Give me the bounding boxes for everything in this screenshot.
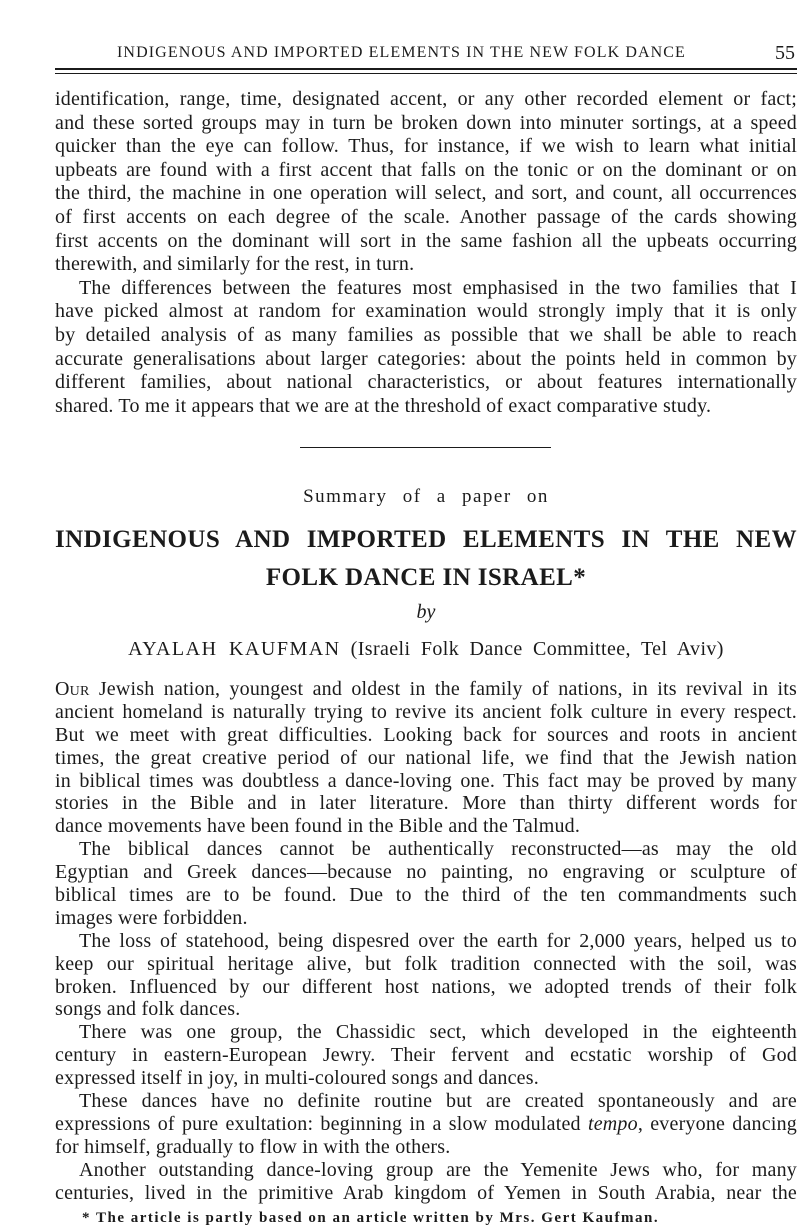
paragraph-line: biblical times are to be found. Due to the third of the ten commandments such bbox=[55, 884, 797, 907]
body-paragraph bbox=[55, 1021, 797, 1090]
line-text: Jewish nation, youngest and oldest in the family of nations, in its revival in its bbox=[98, 678, 797, 700]
paragraph-line: different families, about national characteristics, or about features internationally bbox=[55, 371, 797, 394]
body-paragraph bbox=[55, 678, 797, 838]
paragraph-line: and these sorted groups may in turn be broken down into minuter sortings, at a speed bbox=[55, 111, 797, 134]
paragraph-line: centuries, lived in the primitive Arab kingdom of Yemen in South Arabia, near the bbox=[55, 1181, 797, 1204]
paragraph-line: expressed itself in joy, in multi-coloured songs and dances. bbox=[55, 1067, 539, 1090]
lead-word: Our bbox=[55, 678, 90, 700]
line-text: , everyone dancing bbox=[637, 1112, 797, 1135]
header-double-rule bbox=[55, 68, 797, 74]
paragraph-line: century in eastern-European Jewry. Their fervent and ecstatic worship of God bbox=[55, 1044, 797, 1067]
article-body bbox=[55, 678, 797, 1204]
paragraph-line: in biblical times was doubtless a dance-loving one. This fact may be proved by many bbox=[55, 769, 797, 792]
paragraph-line: broken. Influenced by our different host nations, we adopted trends of their folk bbox=[55, 975, 797, 998]
paragraph-line: by detailed analysis of as many families as possible that we shall be able to reach bbox=[55, 323, 797, 346]
paragraph-line: Egyptian and Greek dances—because no painting, no engraving or sculpture of bbox=[55, 861, 797, 884]
preceding-article-text bbox=[55, 88, 797, 418]
paragraph-line: upbeats are found with a first accent that falls on the tonic or on the dominant or on bbox=[55, 158, 797, 181]
italic-term: tempo bbox=[587, 1112, 638, 1135]
paragraph-line: stories in the Bible and in later literature. More than thirty different words for bbox=[55, 792, 797, 815]
author-affiliation: (Israeli Folk Dance Committee, Tel Aviv) bbox=[350, 638, 724, 660]
body-paragraph bbox=[55, 277, 797, 419]
body-paragraph bbox=[55, 838, 797, 930]
author-name: AYALAH KAUFMAN bbox=[128, 638, 341, 660]
footnote: * The article is partly based on an article written by Mrs. Gert Kaufman. bbox=[82, 1210, 660, 1226]
paragraph-line: accurate generalisations about larger categories: about the points held in common by bbox=[55, 347, 797, 370]
paragraph-line: identification, range, time, designated accent, or any other recorded element or fact; bbox=[55, 88, 797, 110]
paragraph-line: images were forbidden. bbox=[55, 906, 248, 929]
paragraph-line: Another outstanding dance-loving group are the Yemenite Jews who, for many bbox=[79, 1158, 797, 1181]
paragraph-line: have picked almost at random for examination would strongly imply that it is only bbox=[55, 300, 797, 323]
paragraph-line: first accents on the dominant will sort in the same fashion all the upbeats occurring bbox=[55, 229, 797, 252]
paragraph-line: therewith, and similarly for the rest, in turn. bbox=[55, 253, 415, 276]
paragraph-line: times, the great creative period of our national life, we find that the Jewish nation bbox=[55, 746, 797, 769]
paragraph-line: shared. To me it appears that we are at the threshold of exact comparative study. bbox=[55, 394, 712, 417]
paragraph-line bbox=[55, 678, 797, 701]
article-kicker: Summary of a paper on bbox=[303, 486, 549, 507]
paragraph-line: quicker than the eye can follow. Thus, for instance, if we wish to learn what initial bbox=[55, 135, 797, 158]
paragraph-line: These dances have no definite routine but are created spontaneously and are bbox=[79, 1090, 797, 1113]
article-title-line: INDIGENOUS AND IMPORTED ELEMENTS IN THE NEW bbox=[55, 526, 797, 553]
body-paragraph bbox=[55, 1090, 797, 1159]
body-paragraph bbox=[55, 1159, 797, 1205]
line-text: expressions of pure exultation: beginning in a slow modulated bbox=[55, 1112, 588, 1135]
paragraph-line: dance movements have been found in the Bible and the Talmud. bbox=[55, 815, 581, 838]
paragraph-line: But we meet with great difficulties. Looking back for sources and roots in ancient bbox=[55, 723, 797, 746]
paragraph-line: The loss of statehood, being dispesred over the earth for 2,000 years, helped us to bbox=[79, 929, 797, 952]
author-line bbox=[55, 638, 797, 660]
paragraph-line: There was one group, the Chassidic sect, which developed in the eighteenth bbox=[79, 1021, 797, 1044]
article-title-line: FOLK DANCE IN ISRAEL* bbox=[265, 564, 587, 591]
section-separator-rule bbox=[300, 447, 551, 448]
byline-prefix: by bbox=[416, 601, 436, 623]
paragraph-line: The biblical dances cannot be authentically reconstructed—as may the old bbox=[79, 838, 797, 861]
paragraph-line bbox=[55, 1113, 797, 1136]
paragraph-line: for himself, gradually to flow in with the others. bbox=[55, 1135, 451, 1158]
paragraph-line: the third, the machine in one operation will select, and sort, and count, all occurrences bbox=[55, 182, 797, 205]
body-paragraph bbox=[55, 930, 797, 1022]
paragraph-line: of first accents on each degree of the scale. Another passage of the cards showing bbox=[55, 205, 797, 228]
running-head-title: INDIGENOUS AND IMPORTED ELEMENTS IN THE NEW FOLK DANCE bbox=[117, 44, 686, 61]
paragraph-line: The differences between the features most emphasised in the two families that I bbox=[79, 276, 797, 299]
paragraph-line: ancient homeland is naturally trying to revive its ancient folk culture in every respect. bbox=[55, 700, 797, 723]
body-paragraph bbox=[55, 88, 797, 277]
paragraph-line: songs and folk dances. bbox=[55, 998, 241, 1021]
paragraph-line: keep our spiritual heritage alive, but folk tradition connected with the soil, was bbox=[55, 952, 797, 975]
page-number: 55 bbox=[775, 42, 795, 64]
